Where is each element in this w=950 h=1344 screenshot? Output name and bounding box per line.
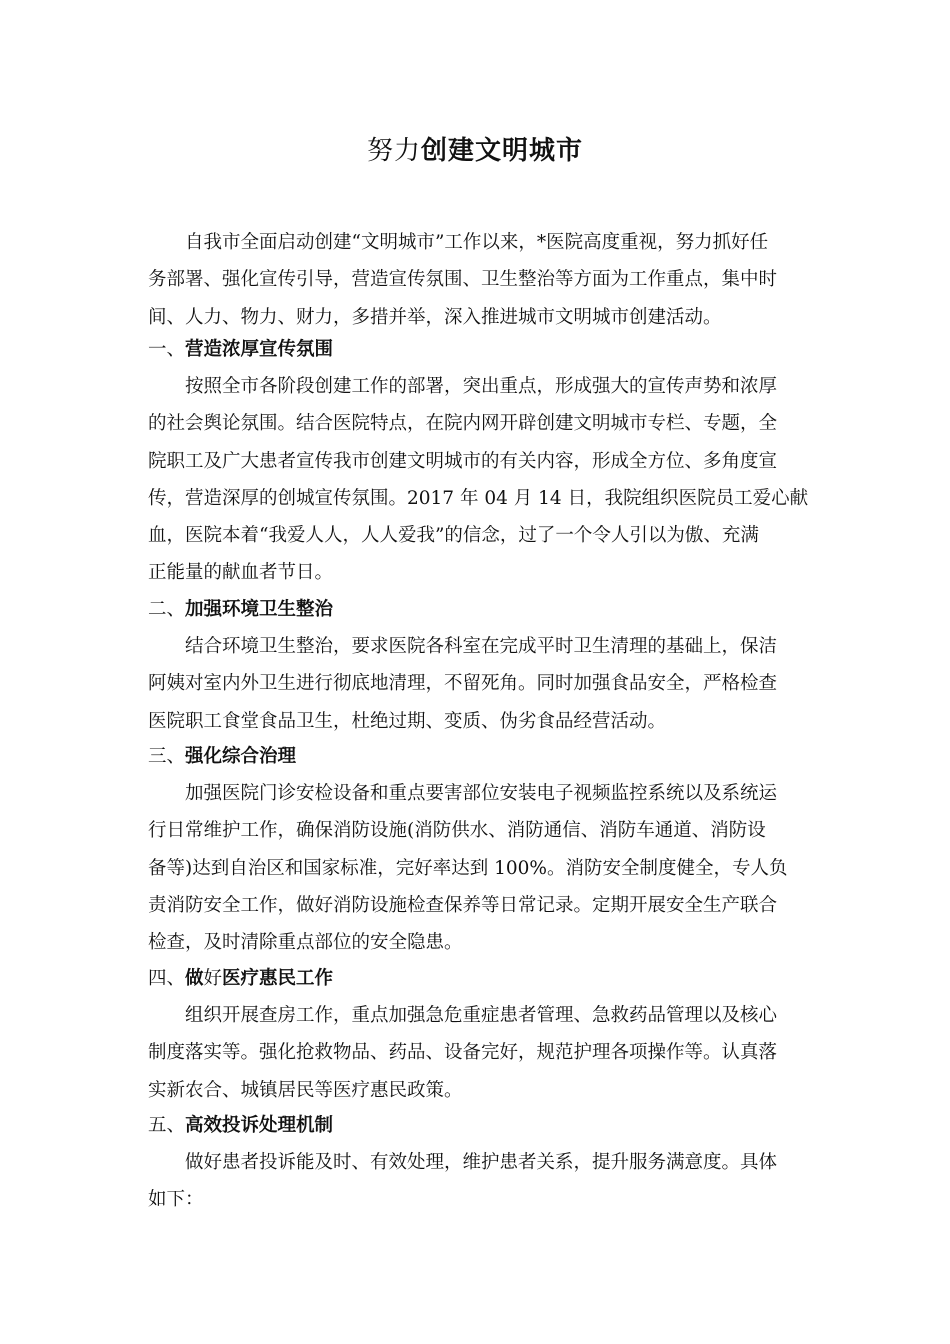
paragraph-line: 做好患者投诉能及时、有效处理，维护患者关系，提升服务满意度。具体 bbox=[185, 1152, 778, 1173]
paragraph-line: 如下： bbox=[148, 1189, 204, 1211]
section-4-paragraph bbox=[148, 997, 804, 1109]
paragraph-line: 医院职工食堂食品卫生，杜绝过期、变质、伪劣食品经营活动。 bbox=[148, 710, 667, 732]
section-title: 高效投诉处理机制 bbox=[185, 1115, 334, 1136]
paragraph-line: 自我市全面启动创建“文明城市”工作以来，*医院高度重视，努力抓好任 bbox=[185, 232, 769, 253]
paragraph-line: 组织开展查房工作，重点加强急危重症患者管理、急救药品管理以及核心 bbox=[185, 1005, 778, 1026]
section-title: 加强环境卫生整治 bbox=[185, 599, 334, 620]
section-5-paragraph bbox=[148, 1144, 804, 1219]
section-2-paragraph bbox=[148, 628, 804, 740]
section-heading-3 bbox=[148, 738, 296, 775]
section-title-part: 好 bbox=[203, 968, 223, 989]
paragraph-line: 检查，及时清除重点部位的安全隐患。 bbox=[148, 932, 463, 954]
section-heading-4 bbox=[148, 960, 333, 997]
paragraph-line: 血，医院本着“我爱人人，人人爱我”的信念，过了一个令人引以为傲、充满 bbox=[148, 525, 759, 547]
section-title-part: 医疗惠民工作 bbox=[222, 968, 334, 989]
section-heading-5 bbox=[148, 1107, 333, 1144]
section-number: 四、 bbox=[148, 968, 186, 989]
paragraph-line: 务部署、强化宣传引导，营造宣传氛围、卫生整治等方面为工作重点，集中时 bbox=[148, 269, 778, 291]
section-heading-1 bbox=[148, 331, 333, 368]
section-number: 二、 bbox=[148, 599, 186, 620]
paragraph-line: 加强医院门诊安检设备和重点要害部位安装电子视频监控系统以及系统运 bbox=[185, 783, 778, 804]
paragraph-line: 结合环境卫生整治，要求医院各科室在完成平时卫生清理的基础上，保洁 bbox=[185, 636, 778, 657]
section-1-paragraph bbox=[148, 368, 809, 592]
title-prefix: 努力 bbox=[366, 136, 421, 166]
section-3-paragraph bbox=[148, 775, 804, 961]
section-title: 营造浓厚宣传氛围 bbox=[185, 339, 334, 360]
section-title-part: 做 bbox=[185, 968, 204, 989]
paragraph-line: 行日常维护工作，确保消防设施(消防供水、消防通信、消防车通道、消防设 bbox=[148, 820, 766, 842]
section-title: 强化综合治理 bbox=[185, 746, 297, 767]
section-number: 一、 bbox=[148, 339, 186, 360]
section-heading-2 bbox=[148, 591, 333, 628]
document-title bbox=[0, 133, 950, 169]
paragraph-line: 间、人力、物力、财力，多措并举，深入推进城市文明城市创建活动。 bbox=[148, 306, 722, 328]
paragraph-line: 制度落实等。强化抢救物品、药品、设备完好，规范护理各项操作等。认真落 bbox=[148, 1042, 778, 1064]
title-bold: 创建文明城市 bbox=[421, 136, 584, 166]
paragraph-line: 阿姨对室内外卫生进行彻底地清理，不留死角。同时加强食品安全，严格检查 bbox=[148, 673, 778, 695]
paragraph-line: 备等)达到自治区和国家标准，完好率达到 100%。消防安全制度健全，专人负 bbox=[148, 857, 788, 879]
paragraph-line: 按照全市各阶段创建工作的部署，突出重点，形成强大的宣传声势和浓厚 bbox=[185, 376, 778, 397]
section-number: 五、 bbox=[148, 1115, 186, 1136]
paragraph-line: 院职工及广大患者宣传我市创建文明城市的有关内容，形成全方位、多角度宣 bbox=[148, 450, 778, 472]
paragraph-line: 责消防安全工作，做好消防设施检查保养等日常记录。定期开展安全生产联合 bbox=[148, 894, 778, 916]
paragraph-line: 传，营造深厚的创城宣传氛围。2017 年 04 月 14 日，我院组织医院员工爱心献 bbox=[148, 487, 809, 509]
paragraph-line: 实新农合、城镇居民等医疗惠民政策。 bbox=[148, 1079, 463, 1101]
intro-paragraph bbox=[148, 224, 804, 336]
section-number: 三、 bbox=[148, 746, 186, 767]
paragraph-line: 正能量的献血者节日。 bbox=[148, 562, 334, 584]
paragraph-line: 的社会舆论氛围。结合医院特点，在院内网开辟创建文明城市专栏、专题，全 bbox=[148, 413, 778, 435]
